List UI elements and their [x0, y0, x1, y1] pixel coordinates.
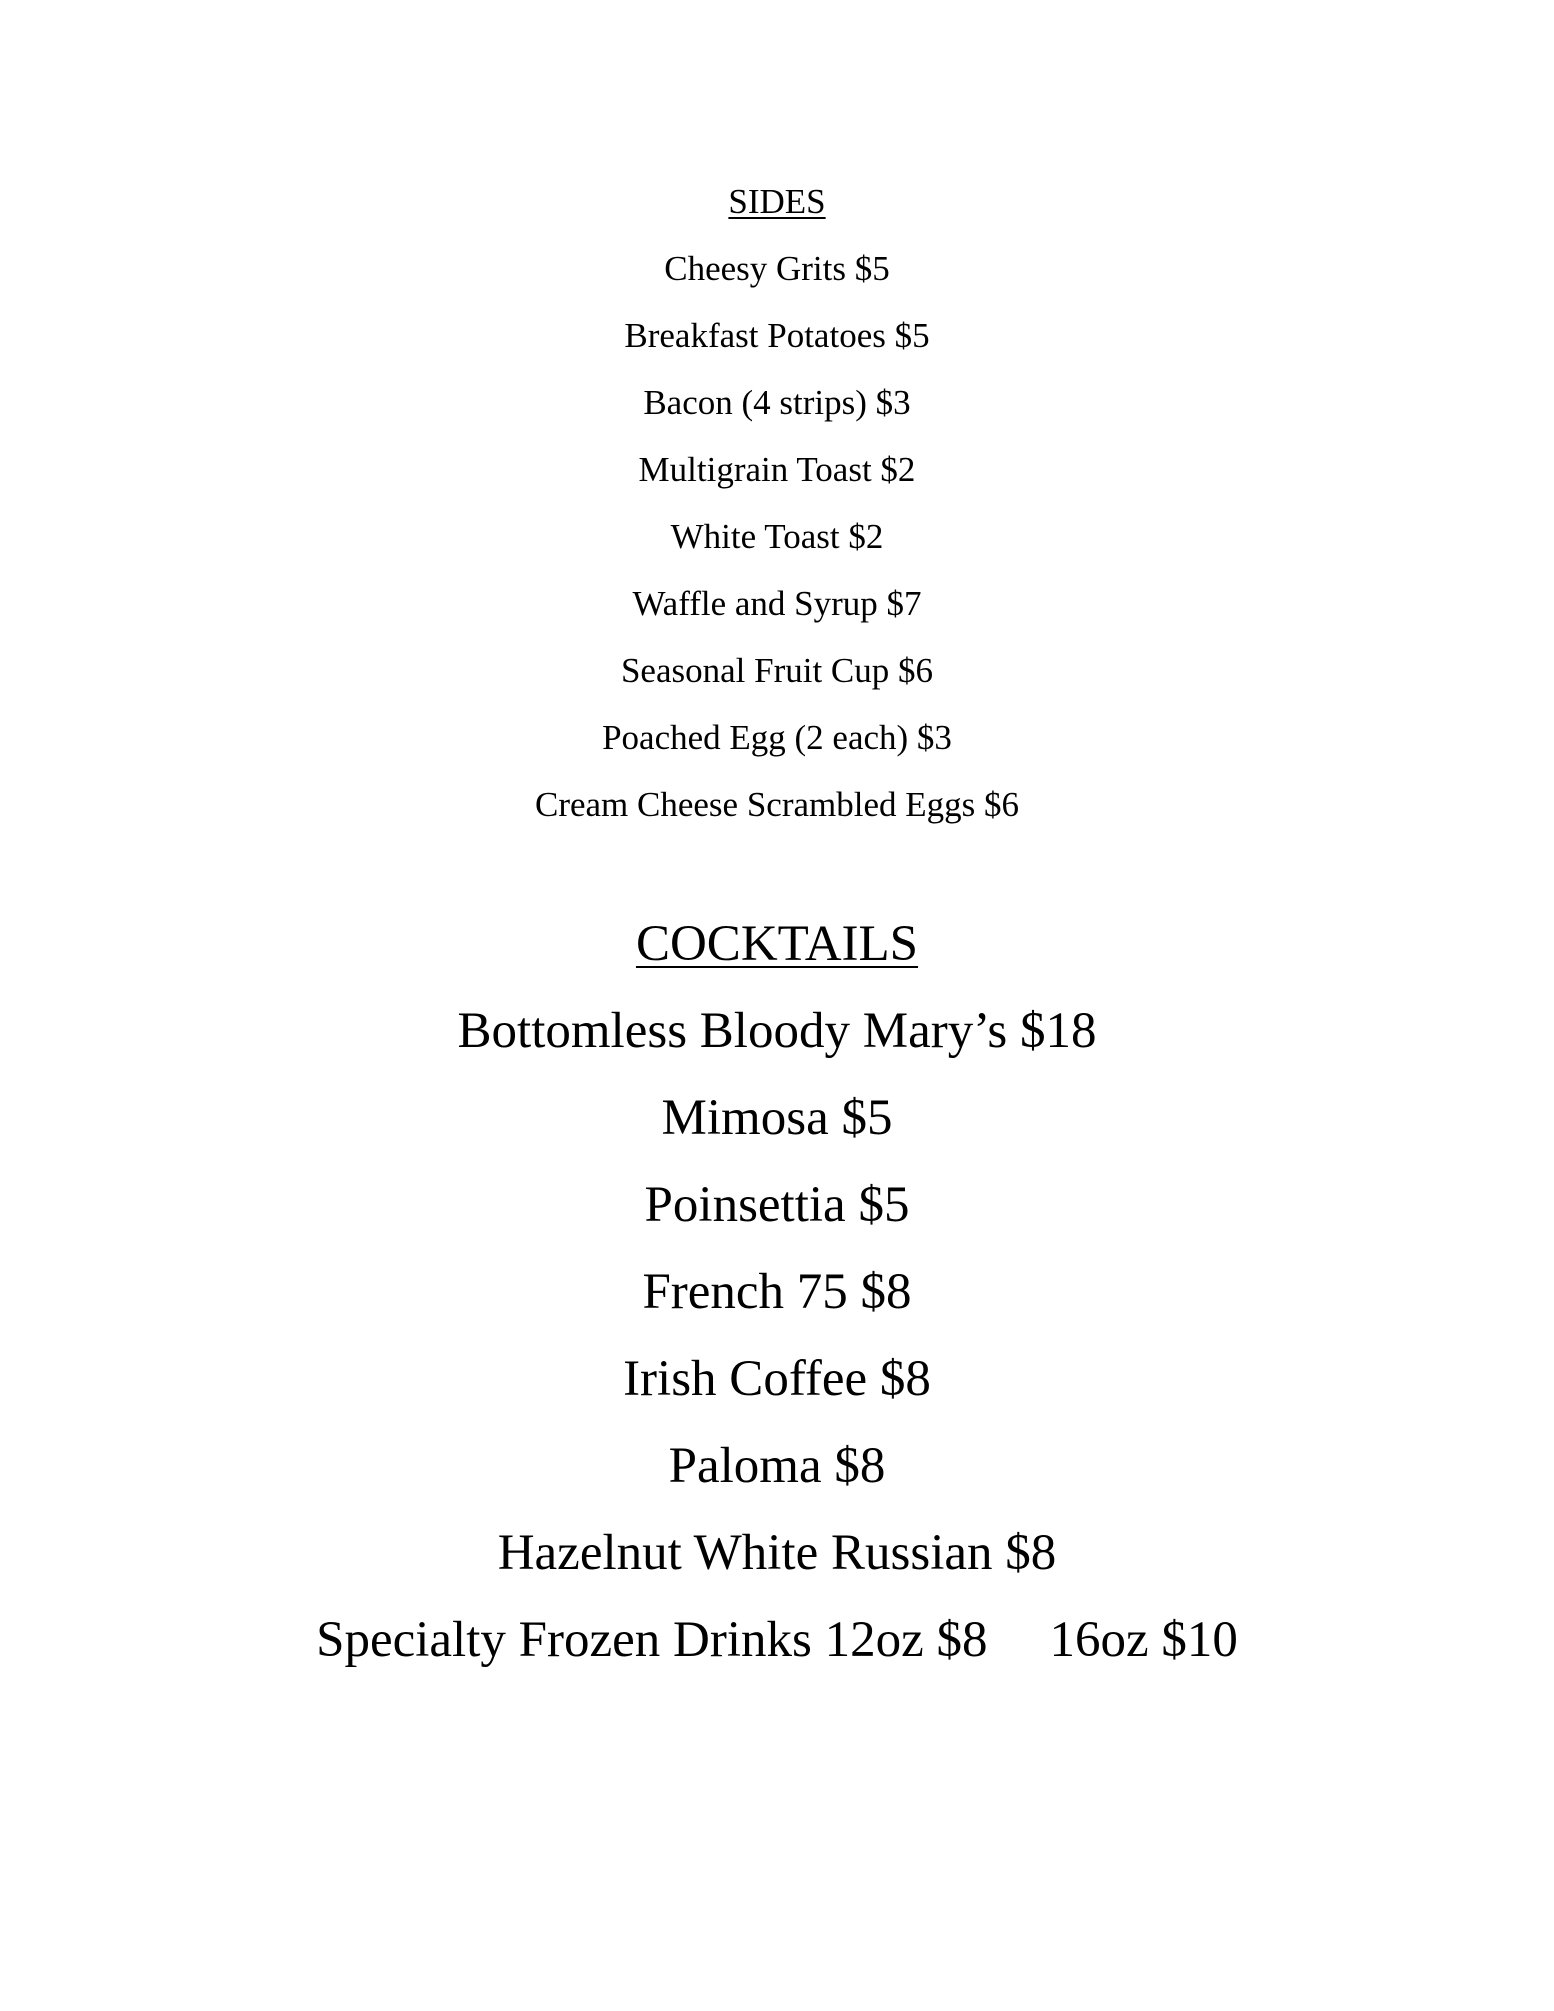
- side-item: Seasonal Fruit Cup $6: [620, 651, 934, 690]
- sides-list: [0, 245, 1554, 848]
- cocktails-heading: COCKTAILS: [635, 916, 919, 972]
- cocktails-list: [0, 996, 1554, 1692]
- cocktail-item: French 75 $8: [642, 1264, 912, 1320]
- specialty-frozen-drinks-label: Specialty Frozen Drinks 12oz $8: [316, 1612, 988, 1668]
- cocktail-item: Hazelnut White Russian $8: [497, 1525, 1057, 1581]
- cocktail-item: Mimosa $5: [661, 1090, 893, 1146]
- sides-heading: SIDES: [728, 182, 826, 221]
- side-item: Multigrain Toast $2: [638, 450, 916, 489]
- cocktail-item: Poinsettia $5: [644, 1177, 910, 1233]
- cocktail-item: Irish Coffee $8: [623, 1351, 931, 1407]
- side-item: Poached Egg (2 each) $3: [602, 718, 952, 757]
- cocktail-item: Paloma $8: [668, 1438, 886, 1494]
- side-item: White Toast $2: [670, 517, 884, 556]
- side-item: Breakfast Potatoes $5: [624, 316, 930, 355]
- cocktail-item: Bottomless Bloody Mary’s $18: [457, 1003, 1097, 1059]
- specialty-frozen-drinks-large-price: 16oz $10: [1049, 1612, 1238, 1668]
- side-item: Cream Cheese Scrambled Eggs $6: [534, 785, 1020, 824]
- side-item: Cheesy Grits $5: [664, 249, 890, 288]
- side-item: Bacon (4 strips) $3: [643, 383, 911, 422]
- side-item: Waffle and Syrup $7: [632, 584, 922, 623]
- specialty-frozen-drinks-item: [0, 1605, 1554, 1692]
